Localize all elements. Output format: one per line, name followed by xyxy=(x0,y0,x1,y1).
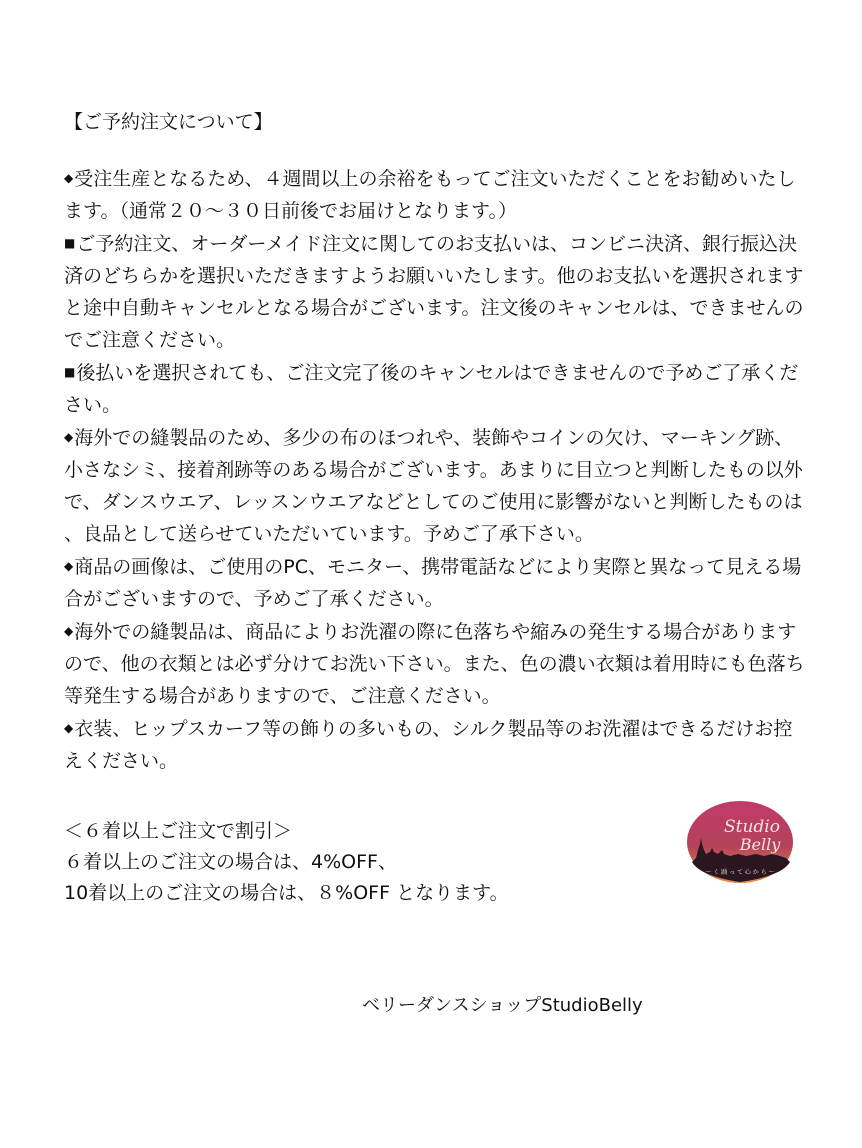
diamond-bullet-icon: ◆ xyxy=(64,171,74,185)
note-item xyxy=(64,615,809,712)
note-item xyxy=(64,421,809,550)
note-item xyxy=(64,712,809,777)
note-item xyxy=(64,227,809,356)
note-text: 商品の画像は、ご使用のPC、モニター、携帯電話などにより実際と異なって見える場合がございますので、予めご了承ください。 xyxy=(64,556,802,610)
logo-tagline: 〜 く 踊 っ て 心 か ら 〜 xyxy=(705,869,775,876)
diamond-bullet-icon: ◆ xyxy=(64,559,74,573)
note-text: 受注生産となるため、４週間以上の余裕をもってご注文いただくことをお勧めいたします。（通常２０〜３０日前後でお届けとなります。） xyxy=(64,168,796,222)
discount-line-10: 10着以上のご注文の場合は、８%OFF となります。 xyxy=(64,882,509,904)
diamond-bullet-icon: ◆ xyxy=(64,430,74,444)
square-bullet-icon: ■ xyxy=(64,365,76,379)
studio-belly-logo xyxy=(686,800,794,884)
note-text: 海外での縫製品のため、多少の布のほつれや、装飾やコインの欠け、マーキング跡、小さなシミ、接着剤跡等のある場合がございます。あまりに目立つと判断したもの以外で、ダンスウエア、レッスンウエアなどとしてのご使用に影響がないと判断したものは、良品として送らせていただいています。予めご了承下さい。 xyxy=(64,427,803,545)
note-text: ご予約注文、オーダーメイド注文に関してのお支払いは、コンビニ決済、銀行振込決済のどちらかを選択いただきますようお願いいたします。他のお支払いを選択されますと途中自動キャンセルとなる場合がございます。注文後のキャンセルは、できませんのでご注意ください。 xyxy=(64,233,804,351)
logo-wordmark-studio: Studio xyxy=(724,817,780,837)
note-text: 後払いを選択されても、ご注文完了後のキャンセルはできませんので予めご了承ください。 xyxy=(64,362,799,416)
note-item xyxy=(64,356,809,421)
shop-signature: ベリーダンスショップStudioBelly xyxy=(362,995,643,1016)
notice-heading: 【ご予約注文について】 xyxy=(64,111,273,133)
diamond-bullet-icon: ◆ xyxy=(64,624,74,638)
discount-line-6: ６着以上のご注文の場合は、4%OFF、 xyxy=(64,851,397,873)
logo-wordmark-belly: Belly xyxy=(739,835,781,854)
note-item xyxy=(64,162,809,227)
note-text: 衣装、ヒップスカーフ等の飾りの多いもの、シルク製品等のお洗濯はできるだけお控えください。 xyxy=(64,718,793,772)
note-item xyxy=(64,550,809,615)
diamond-bullet-icon: ◆ xyxy=(64,721,74,735)
square-bullet-icon: ■ xyxy=(64,236,76,250)
discount-title: ＜６着以上ご注文で割引＞ xyxy=(64,820,293,842)
notes-list xyxy=(64,162,809,777)
discount-section xyxy=(64,816,509,909)
note-text: 海外での縫製品は、商品によりお洗濯の際に色落ちや縮みの発生する場合がありますので、他の衣類とは必ず分けてお洗い下さい。また、色の濃い衣類は着用時にも色落ち等発生する場合がありますので、ご注意ください。 xyxy=(64,621,805,707)
